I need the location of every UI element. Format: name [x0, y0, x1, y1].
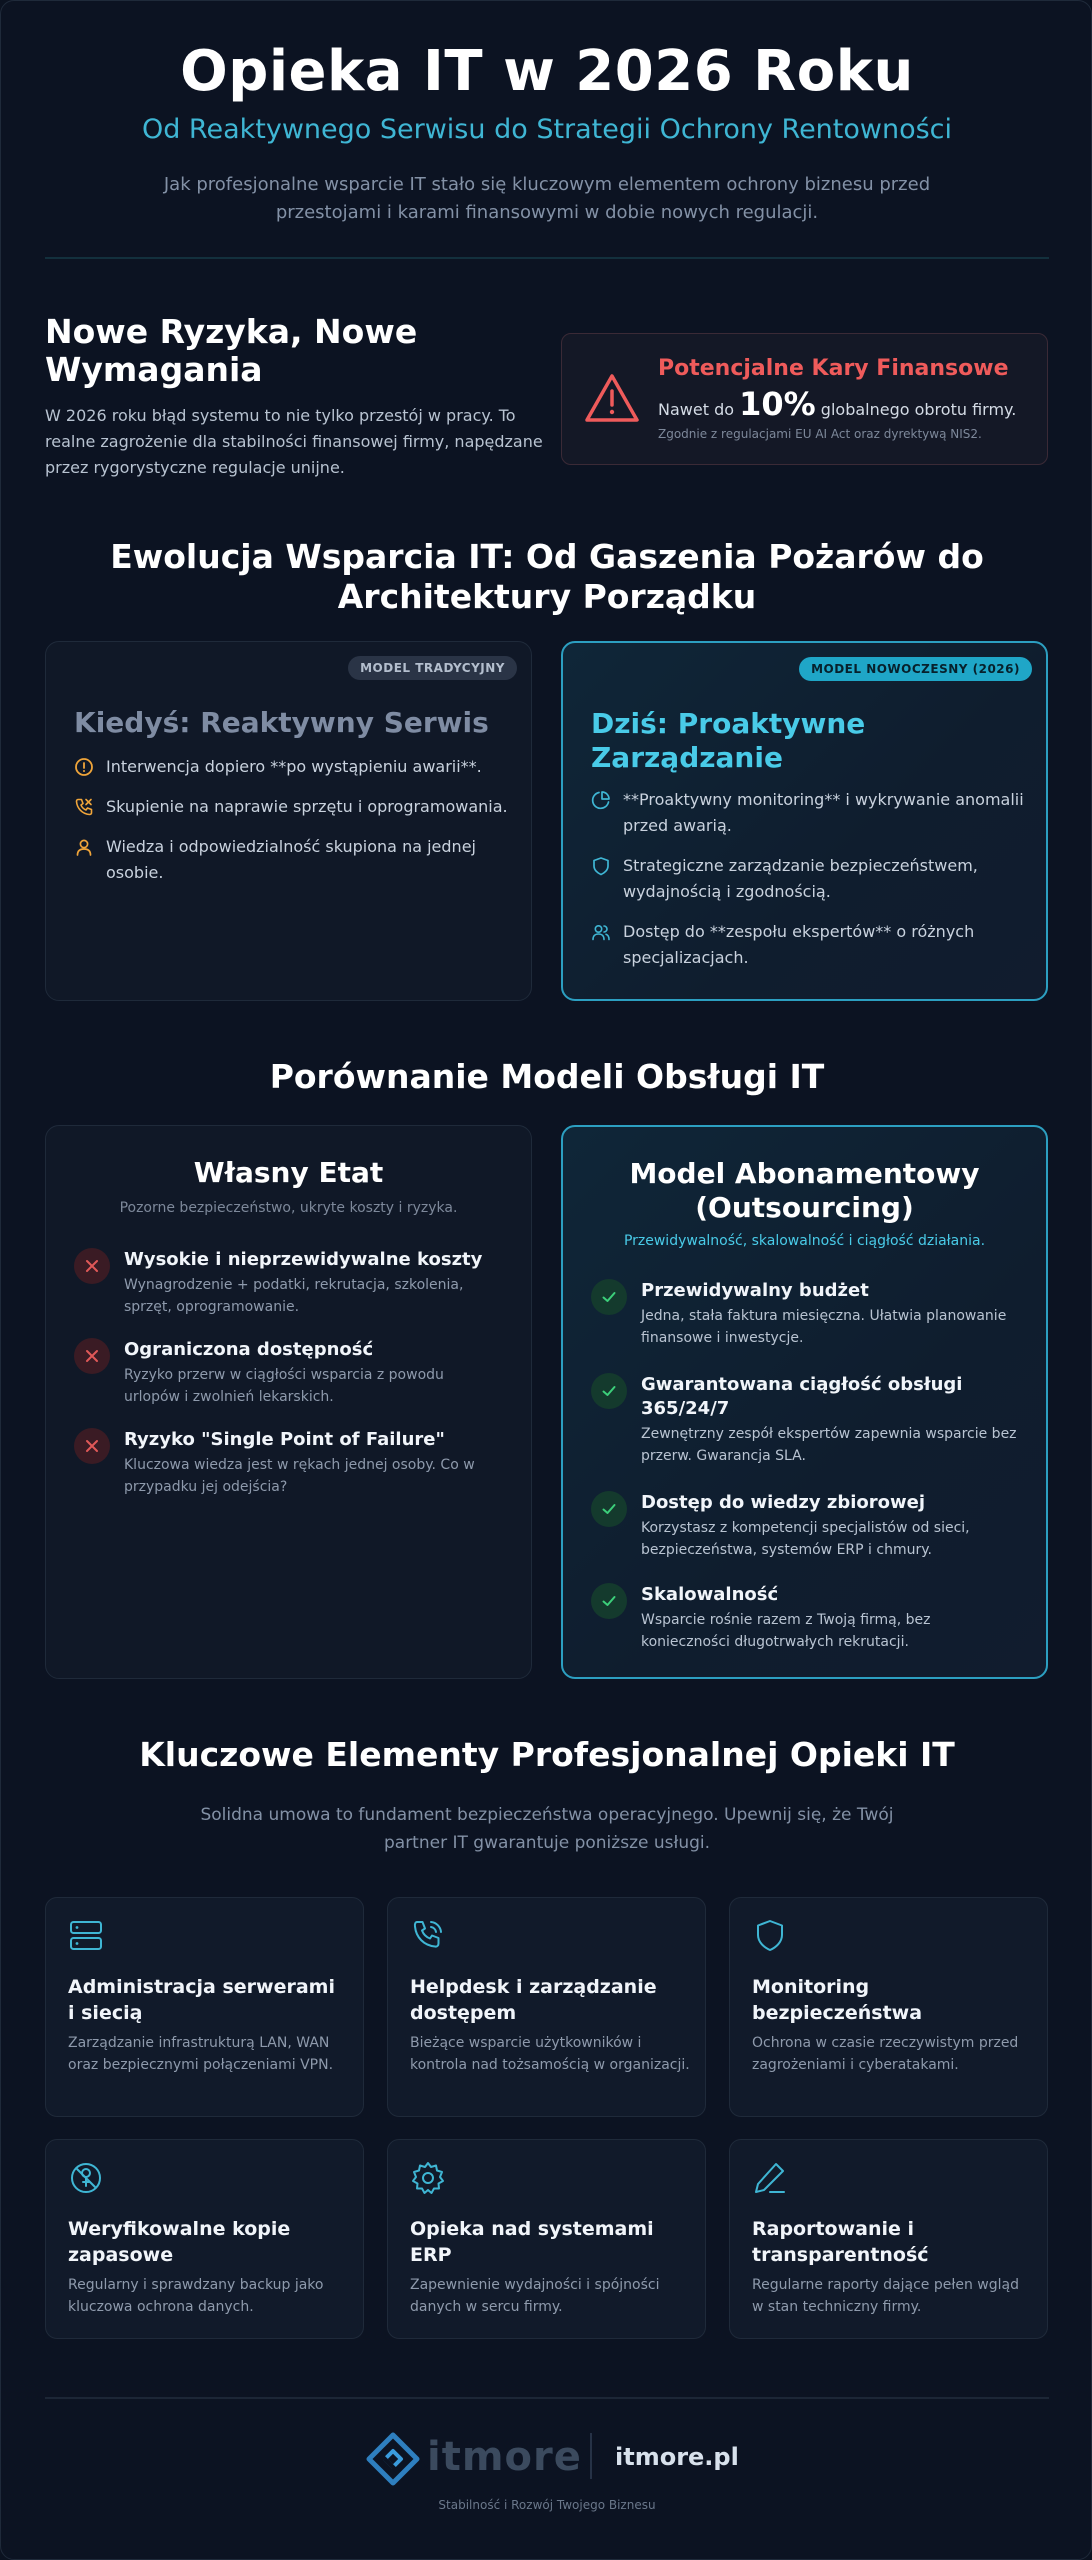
- list-item-text: Wiedza i odpowiedzialność skupiona na jednej osobie.: [106, 837, 476, 882]
- divider: [45, 2397, 1049, 2399]
- check-badge: [591, 1583, 627, 1619]
- check-badge: [591, 1279, 627, 1315]
- list-item-text: Interwencja dopiero **po wystąpieniu awarii**.: [106, 757, 482, 776]
- card-proactive-model: [561, 641, 1048, 1001]
- x-icon: [83, 1347, 101, 1365]
- card-title: Monitoring bezpieczeństwa: [752, 1976, 923, 2024]
- itmore-logo-icon: [365, 2431, 421, 2487]
- card-security-monitoring: [729, 1897, 1048, 2117]
- user-icon: [74, 837, 94, 857]
- x-badge: [74, 1248, 110, 1284]
- item-desc: Zewnętrzny zespół ekspertów zapewnia wsparcie bez przerw. Gwarancja SLA.: [641, 1426, 1017, 1464]
- item-title: Wysokie i nieprzewidywalne koszty: [124, 1249, 483, 1270]
- card-reactive-model: [45, 641, 532, 1001]
- card-desc: Zapewnienie wydajności i spójności danych w sercu firmy.: [410, 2277, 660, 2315]
- key-elements-title: Kluczowe Elementy Profesjonalnej Opieki IT: [139, 1735, 955, 1774]
- badge-traditional: MODEL TRADYCYJNY: [348, 656, 517, 680]
- key-elements-lead: Solidna umowa to fundament bezpieczeństwa operacyjnego. Upewnij się, że Twój partner IT gwarantuje poniższe usługi.: [200, 1805, 894, 1853]
- list-item-text: Skupienie na naprawie sprzętu i oprogramowania.: [106, 797, 508, 816]
- reactive-list: [74, 754, 514, 900]
- card-helpdesk: [387, 1897, 706, 2117]
- check-badge: [591, 1491, 627, 1527]
- card-title: Helpdesk i zarządzanie dostępem: [410, 1976, 657, 2024]
- alert-title: Potencjalne Kary Finansowe: [658, 356, 1009, 381]
- list-item: [74, 794, 514, 820]
- card-erp: [387, 2139, 706, 2339]
- risks-title: Nowe Ryzyka, Nowe Wymagania: [45, 312, 418, 389]
- alert-value: 10%: [739, 385, 816, 423]
- list-item: [591, 853, 1031, 905]
- divider: [45, 257, 1049, 259]
- x-icon: [83, 1257, 101, 1275]
- pencil-icon: [752, 2160, 788, 2196]
- list-item-text: **Proaktywny monitoring** i wykrywanie anomalii przed awarią.: [623, 790, 1024, 835]
- card-desc: Ochrona w czasie rzeczywistym przed zagrożeniami i cyberatakami.: [752, 2035, 1019, 2073]
- inhouse-item: [74, 1248, 504, 1318]
- users-icon: [591, 922, 611, 942]
- reactive-title: Kiedyś: Reaktywny Serwis: [74, 706, 489, 739]
- comparison-title: Porównanie Modeli Obsługi IT: [269, 1057, 825, 1096]
- inhouse-title: Własny Etat: [193, 1156, 384, 1189]
- outsourcing-item: [591, 1373, 1021, 1467]
- list-item: [74, 834, 514, 886]
- card-inhouse: [45, 1125, 532, 1679]
- pie-chart-icon: [591, 790, 611, 810]
- check-icon: [600, 1500, 618, 1518]
- shield-icon: [752, 1918, 788, 1954]
- alert-suffix: globalnego obrotu firmy.: [820, 400, 1017, 419]
- warning-triangle-icon: [584, 372, 640, 424]
- item-title: Przewidywalny budżet: [641, 1280, 869, 1301]
- item-title: Ograniczona dostępność: [124, 1339, 374, 1360]
- inhouse-item: [74, 1338, 504, 1408]
- card-title: Opieka nad systemami ERP: [410, 2218, 654, 2266]
- alert-prefix: Nawet do: [658, 400, 735, 419]
- phone-icon: [74, 797, 94, 817]
- alert-note: Zgodnie z regulacjami EU AI Act oraz dyrektywą NIS2.: [658, 427, 982, 441]
- card-desc: Regularny i sprawdzany backup jako kluczowa ochrona danych.: [68, 2277, 324, 2315]
- outsourcing-item: [591, 1279, 1021, 1349]
- item-desc: Wsparcie rośnie razem z Twoją firmą, bez konieczności długotrwałych rekrutacji.: [641, 1612, 931, 1650]
- logo-text: itmore: [427, 2434, 582, 2480]
- header: [1, 37, 1092, 227]
- card-reporting: [729, 2139, 1048, 2339]
- list-item: [591, 919, 1031, 971]
- footer-tagline: Stabilność i Rozwój Twojego Biznesu: [438, 2498, 656, 2512]
- evolution-title: Ewolucja Wsparcia IT: Od Gaszenia Pożarów do Architektury Porządku: [110, 537, 984, 616]
- x-badge: [74, 1428, 110, 1464]
- alert-circle-icon: [74, 757, 94, 777]
- x-icon: [83, 1437, 101, 1455]
- item-desc: Jedna, stała faktura miesięczna. Ułatwia planowanie finansowe i inwestycje.: [641, 1308, 1007, 1346]
- item-desc: Kluczowa wiedza jest w rękach jednej osoby. Co w przypadku jej odejścia?: [124, 1457, 475, 1495]
- card-desc: Zarządzanie infrastrukturą LAN, WAN oraz bezpiecznymi połączeniami VPN.: [68, 2035, 334, 2073]
- inhouse-subtitle: Pozorne bezpieczeństwo, ukryte koszty i ryzyka.: [119, 1200, 458, 1216]
- footer-url[interactable]: itmore.pl: [615, 2443, 739, 2471]
- footer-separator: [590, 2433, 592, 2479]
- item-title: Skalowalność: [641, 1584, 779, 1605]
- inhouse-item: [74, 1428, 504, 1498]
- outsourcing-item: [591, 1491, 1021, 1561]
- item-title: Ryzyko "Single Point of Failure": [124, 1429, 445, 1450]
- card-title: Weryfikowalne kopie zapasowe: [68, 2218, 291, 2266]
- card-outsourcing: [561, 1125, 1048, 1679]
- item-title: Dostęp do wiedzy zbiorowej: [641, 1492, 926, 1513]
- card-backups: [45, 2139, 364, 2339]
- check-badge: [591, 1373, 627, 1409]
- outsourcing-item: [591, 1583, 1021, 1653]
- card-title: Raportowanie i transparentność: [752, 2218, 929, 2266]
- shield-icon: [591, 856, 611, 876]
- card-servers-network: [45, 1897, 364, 2117]
- card-desc: Regularne raporty dające pełen wgląd w stan techniczny firmy.: [752, 2277, 1019, 2315]
- proactive-list: [591, 787, 1031, 985]
- page-title: Opieka IT w 2026 Roku: [180, 39, 914, 104]
- badge-modern: MODEL NOWOCZESNY (2026): [799, 657, 1032, 681]
- alert-line: [658, 386, 1016, 428]
- outsourcing-title: Model Abonamentowy (Outsourcing): [629, 1157, 980, 1224]
- check-icon: [600, 1288, 618, 1306]
- risks-text: W 2026 roku błąd systemu to nie tylko przestój w pracy. To realne zagrożenie dla stabilności finansowej firmy, napędzane przez rygorystyczne regulacje unijne.: [45, 406, 543, 477]
- card-title: Administracja serwerami i siecią: [68, 1976, 335, 2024]
- check-icon: [600, 1382, 618, 1400]
- item-title: Gwarantowana ciągłość obsługi 365/24/7: [641, 1374, 963, 1419]
- list-item-text: Dostęp do **zespołu ekspertów** o różnych specjalizacjach.: [623, 922, 975, 967]
- check-icon: [600, 1592, 618, 1610]
- item-desc: Korzystasz z kompetencji specjalistów od sieci, bezpieczeństwa, systemów ERP i chmury.: [641, 1520, 970, 1558]
- page-subtitle: Od Reaktywnego Serwisu do Strategii Ochrony Rentowności: [141, 114, 953, 145]
- gear-icon: [410, 2160, 446, 2196]
- list-item-text: Strategiczne zarządzanie bezpieczeństwem, wydajnością i zgodnością.: [623, 856, 978, 901]
- footer: [1, 2421, 1092, 2491]
- server-icon: [68, 1918, 104, 1954]
- phone-call-icon: [410, 1918, 446, 1954]
- fines-alert-box: [561, 333, 1048, 465]
- item-desc: Ryzyko przerw w ciągłości wsparcia z powodu urlopów i zwolnień lekarskich.: [124, 1367, 444, 1405]
- proactive-title: Dziś: Proaktywne Zarządzanie: [591, 707, 866, 774]
- list-item: [74, 754, 514, 780]
- page-lead: Jak profesjonalne wsparcie IT stało się kluczowym elementem ochrony biznesu przed przestojami i karami finansowymi w dobie nowych regulacji.: [163, 174, 931, 223]
- risks-section: [45, 313, 545, 481]
- item-desc: Wynagrodzenie + podatki, rekrutacja, szkolenia, sprzęt, oprogramowanie.: [124, 1277, 464, 1315]
- backup-icon: [68, 2160, 104, 2196]
- outsourcing-subtitle: Przewidywalność, skalowalność i ciągłość działania.: [623, 1233, 986, 1249]
- x-badge: [74, 1338, 110, 1374]
- list-item: [591, 787, 1031, 839]
- card-desc: Bieżące wsparcie użytkowników i kontrola nad tożsamością w organizacji.: [410, 2035, 690, 2073]
